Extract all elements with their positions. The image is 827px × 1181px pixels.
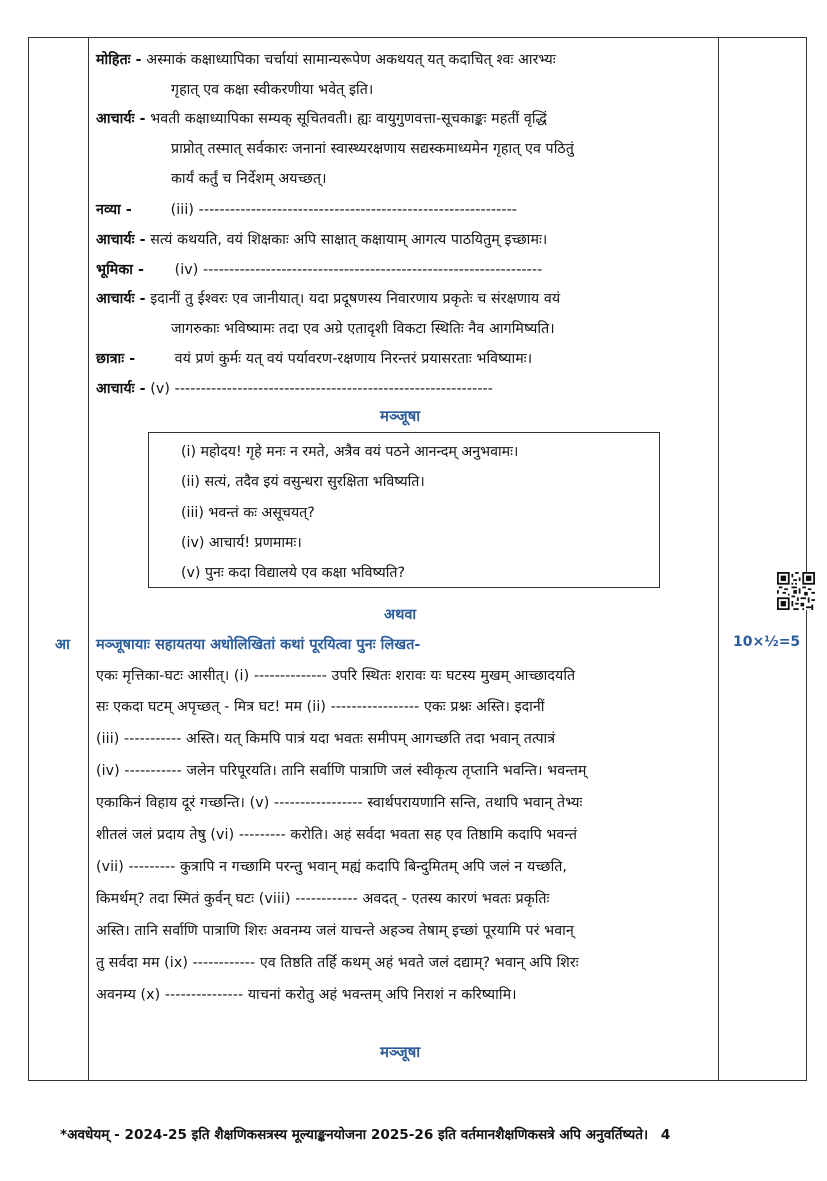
dialogue-line: गृहात् एव कक्षा स्वीकरणीया भवेत् इति। — [171, 82, 374, 98]
dialogue-row — [96, 374, 493, 404]
speaker-label: छात्राः - — [96, 351, 136, 367]
option-item: (iv) आचार्य! प्रणमामः। — [181, 535, 302, 551]
option-item: (i) महोदय! गृहे मनः न रमते, अत्रैव वयं पठने आनन्दम् अनुभवामः। — [181, 444, 519, 460]
manjusha-heading: मञ्जूषा — [380, 407, 421, 425]
story-line: अवनम्य (x) --------------- याचनां करोतु अहं भवन्तम् अपि निराशं न करिष्यामि। — [96, 987, 517, 1003]
page-number: 4 — [660, 1127, 671, 1143]
dialogue-line: (iii) ------------------------------------------------------------- — [170, 202, 518, 218]
instruction-heading: मञ्जूषायाः सहायतया अधोलिखितां कथां पूरयित्वा पुनः लिखत- — [96, 637, 421, 653]
dialogue-line: (iv) ----------------------------------------------------------------- — [174, 262, 543, 278]
dialogue-line: जागरुकाः भविष्यामः तदा एव अग्रे एतादृशी विकटा स्थितिः नैव आगमिष्यति। — [171, 321, 555, 337]
column-divider-right — [718, 37, 719, 1081]
option-item: (ii) सत्यं, तदैव इयं वसुन्धरा सुरक्षिता भविष्यति। — [181, 474, 425, 490]
dialogue-line: कार्यं कर्तुं च निर्देशम् अयच्छत्। — [171, 171, 327, 187]
speaker-label: आचार्यः - — [96, 111, 146, 127]
dialogue-row — [96, 225, 547, 255]
dialogue-line: भवती कक्षाध्यापिका सम्यक् सूचितवती। ह्यः वायुगुणवत्ता-सूचकाङ्कः महतीं वृद्धिं — [150, 111, 547, 127]
speaker-label: भूमिका - — [96, 262, 145, 278]
option-item: (iii) भवन्तं कः असूचयत्? — [181, 505, 315, 521]
speaker-label: आचार्यः - — [96, 381, 146, 397]
dialogue-line: प्राप्नोत् तस्मात् सर्वकारः जनानां स्वास्थ्यरक्षणाय सद्यस्कमाध्यमेन गृहात् एव पठितुं — [171, 141, 574, 157]
story-line: सः एकदा घटम् अपृच्छत् - मित्र घट! मम (ii) ----------------- एकः प्रश्नः अस्ति। इदानीं — [96, 699, 545, 715]
dialogue-line: सत्यं कथयति, वयं शिक्षकाः अपि साक्षात् कक्षायाम् आगत्य पाठयितुम् इच्छामः। — [150, 232, 548, 248]
story-line: तु सर्वदा मम (ix) ------------ एव तिष्ठति तर्हि कथम् अहं भवते जलं दद्याम्? भवान् अपि शिरः — [96, 955, 579, 971]
story-line: एकः मृत्तिका-घटः आसीत्। (i) -------------- उपरि स्थितः शरावः यः घटस्य मुखम् आच्छादयति — [96, 668, 576, 684]
column-divider-left — [88, 37, 89, 1081]
marks-label: 10×½=5 — [733, 634, 801, 650]
story-line: शीतलं जलं प्रदाय तेषु (vi) --------- करोति। अहं सर्वदा भवता सह एव तिष्ठामि कदापि भवन्तं — [96, 827, 578, 843]
speaker-label: मोहितः - — [96, 52, 142, 68]
story-line: एकाकिनं विहाय दूरं गच्छन्ति। (v) ----------------- स्वार्थपरायणानि सन्ति, तथापि भवान् तेभ्यः — [96, 795, 583, 811]
footer-note — [60, 1124, 670, 1143]
dialogue-row — [96, 45, 556, 75]
footer-text: *अवधेयम् - 2024-25 इति शैक्षणिकसत्रस्य मूल्याङ्कनयोजना 2025-26 इति वर्तमानशैक्षणिकसत्रे अपि अनुवर्तिष्यते। — [60, 1127, 649, 1143]
speaker-label: आचार्यः - — [96, 232, 146, 248]
section-label: आ — [55, 637, 70, 653]
dialogue-row — [96, 104, 547, 134]
story-line: (iii) ----------- अस्ति। यत् किमपि पात्रं यदा भवतः समीपम् आगच्छति तदा भवान् तत्पात्रं — [96, 731, 556, 747]
dialogue-row — [96, 284, 560, 314]
story-line: (iv) ----------- जलेन परिपूरयति। तानि सर्वाणि पात्राणि जलं स्वीकृत्य तृप्तानि भवन्ति। भवन्तम् — [96, 763, 587, 779]
dialogue-line: इदानीं तु ईश्वरः एव जानीयात्। यदा प्रदूषणस्य निवारणाय प्रकृतेः च संरक्षणाय वयं — [150, 291, 561, 307]
speaker-label: आचार्यः - — [96, 291, 146, 307]
or-separator: अथवा — [384, 607, 417, 623]
dialogue-line: (v) ------------------------------------------------------------- — [150, 381, 493, 397]
option-item: (v) पुनः कदा विद्यालये एव कक्षा भविष्यति? — [181, 565, 406, 581]
dialogue-row — [96, 255, 542, 285]
manjusha-box — [148, 432, 660, 588]
speaker-label: नव्या - — [96, 202, 132, 218]
dialogue-line: वयं प्रणं कुर्मः यत् वयं पर्यावरण-रक्षणाय निरन्तरं प्रयासरताः भविष्यामः। — [174, 351, 533, 367]
story-line: (vii) --------- कुत्रापि न गच्छामि परन्तु भवान् मह्यं कदापि बिन्दुमितम् अपि जलं न यच्छति, — [96, 859, 568, 875]
story-line: किमर्थम्? तदा स्मितं कुर्वन् घटः (viii) ------------ अवदत् - एतस्य कारणं भवतः प्रकृतिः — [96, 891, 550, 907]
dialogue-line: अस्माकं कक्षाध्यापिका चर्चायां सामान्यरूपेण अकथयत् यत् कदाचित् श्वः आरभ्यः — [146, 52, 556, 68]
story-line: अस्ति। तानि सर्वाणि पात्राणि शिरः अवनम्य जलं याचन्ते अहञ्च तेषाम् इच्छां पूरयामि परं भवान् — [96, 923, 574, 939]
dialogue-row — [96, 344, 532, 374]
dialogue-row — [96, 195, 517, 225]
manjusha-heading-bottom: मञ्जूषा — [380, 1043, 421, 1061]
qr-code-icon — [777, 572, 815, 610]
